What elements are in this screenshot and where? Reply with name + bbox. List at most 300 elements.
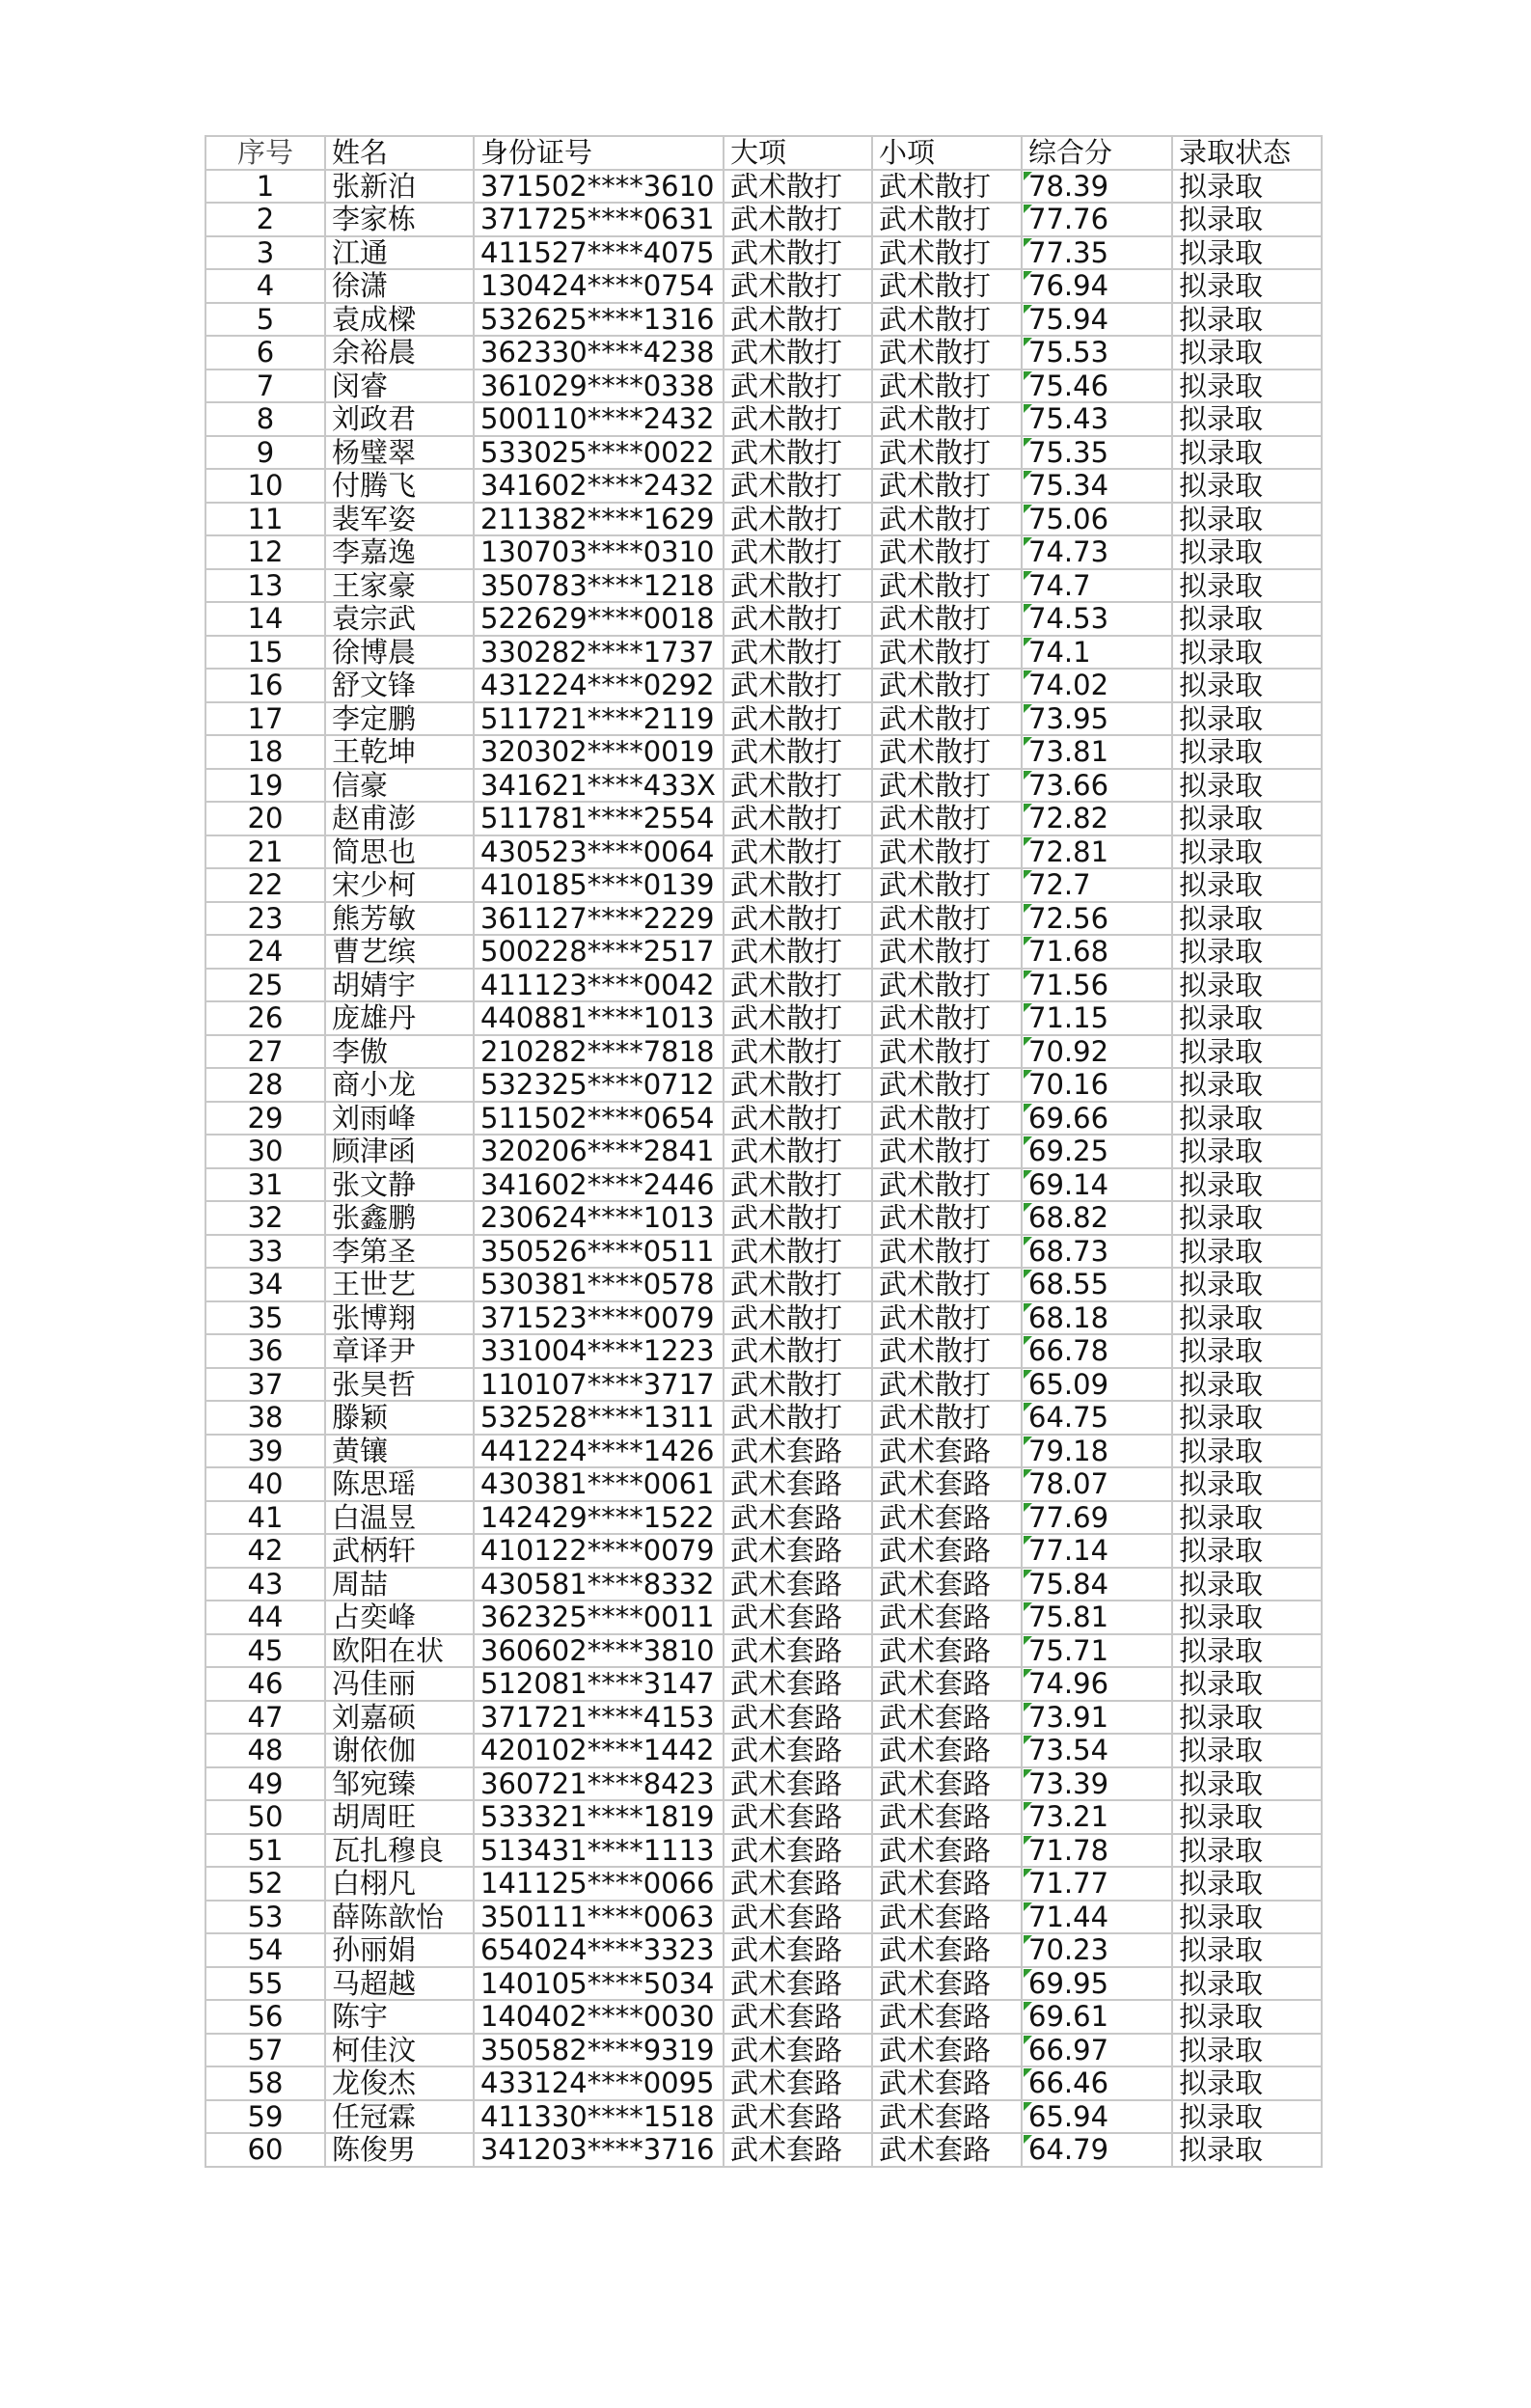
category-cell[interactable]: 武术套路 bbox=[724, 1501, 872, 1535]
name-cell[interactable]: 闵睿 bbox=[325, 369, 474, 403]
seq-cell[interactable]: 43 bbox=[205, 1568, 325, 1601]
category-cell[interactable]: 武术散打 bbox=[724, 369, 872, 403]
score-cell[interactable]: 65.09 bbox=[1022, 1368, 1172, 1402]
id-number-cell[interactable]: 431224****0292 bbox=[474, 669, 724, 702]
subcategory-cell[interactable]: 武术散打 bbox=[872, 769, 1022, 803]
score-cell[interactable]: 74.73 bbox=[1022, 535, 1172, 569]
status-cell[interactable]: 拟录取 bbox=[1172, 402, 1322, 436]
subcategory-cell[interactable]: 武术散打 bbox=[872, 1102, 1022, 1136]
seq-cell[interactable]: 46 bbox=[205, 1667, 325, 1701]
seq-cell[interactable]: 38 bbox=[205, 1401, 325, 1435]
score-cell[interactable]: 74.1 bbox=[1022, 636, 1172, 670]
subcategory-cell[interactable]: 武术散打 bbox=[872, 902, 1022, 936]
score-cell[interactable]: 75.53 bbox=[1022, 336, 1172, 369]
seq-cell[interactable]: 21 bbox=[205, 835, 325, 869]
status-cell[interactable]: 拟录取 bbox=[1172, 1435, 1322, 1468]
score-cell[interactable]: 75.84 bbox=[1022, 1568, 1172, 1601]
name-cell[interactable]: 宋少柯 bbox=[325, 868, 474, 902]
name-cell[interactable]: 刘政君 bbox=[325, 402, 474, 436]
seq-cell[interactable]: 52 bbox=[205, 1867, 325, 1901]
category-cell[interactable]: 武术套路 bbox=[724, 1701, 872, 1735]
status-cell[interactable]: 拟录取 bbox=[1172, 1867, 1322, 1901]
seq-cell[interactable]: 33 bbox=[205, 1235, 325, 1269]
category-cell[interactable]: 武术套路 bbox=[724, 2133, 872, 2167]
category-cell[interactable]: 武术散打 bbox=[724, 636, 872, 670]
id-number-cell[interactable]: 362325****0011 bbox=[474, 1601, 724, 1634]
status-cell[interactable]: 拟录取 bbox=[1172, 702, 1322, 736]
status-cell[interactable]: 拟录取 bbox=[1172, 1102, 1322, 1136]
id-number-cell[interactable]: 341602****2446 bbox=[474, 1168, 724, 1202]
status-cell[interactable]: 拟录取 bbox=[1172, 1834, 1322, 1868]
subcategory-cell[interactable]: 武术套路 bbox=[872, 1734, 1022, 1767]
category-cell[interactable]: 武术散打 bbox=[724, 236, 872, 270]
id-number-cell[interactable]: 350582****9319 bbox=[474, 2034, 724, 2067]
status-cell[interactable]: 拟录取 bbox=[1172, 269, 1322, 303]
seq-cell[interactable]: 28 bbox=[205, 1068, 325, 1102]
status-cell[interactable]: 拟录取 bbox=[1172, 1534, 1322, 1568]
subcategory-cell[interactable]: 武术散打 bbox=[872, 868, 1022, 902]
score-cell[interactable]: 75.81 bbox=[1022, 1601, 1172, 1634]
category-cell[interactable]: 武术散打 bbox=[724, 1102, 872, 1136]
category-cell[interactable]: 武术散打 bbox=[724, 802, 872, 835]
seq-cell[interactable]: 55 bbox=[205, 1967, 325, 2001]
score-cell[interactable]: 66.78 bbox=[1022, 1334, 1172, 1368]
id-number-cell[interactable]: 532528****1311 bbox=[474, 1401, 724, 1435]
category-cell[interactable]: 武术散打 bbox=[724, 569, 872, 603]
score-cell[interactable]: 79.18 bbox=[1022, 1435, 1172, 1468]
seq-cell[interactable]: 7 bbox=[205, 369, 325, 403]
category-cell[interactable]: 武术散打 bbox=[724, 469, 872, 503]
seq-cell[interactable]: 31 bbox=[205, 1168, 325, 1202]
category-cell[interactable]: 武术散打 bbox=[724, 402, 872, 436]
name-cell[interactable]: 付腾飞 bbox=[325, 469, 474, 503]
seq-cell[interactable]: 6 bbox=[205, 336, 325, 369]
subcategory-cell[interactable]: 武术散打 bbox=[872, 436, 1022, 470]
name-cell[interactable]: 章译尹 bbox=[325, 1334, 474, 1368]
name-cell[interactable]: 邹宛臻 bbox=[325, 1767, 474, 1801]
status-cell[interactable]: 拟录取 bbox=[1172, 1601, 1322, 1634]
category-cell[interactable]: 武术套路 bbox=[724, 1901, 872, 1934]
category-cell[interactable]: 武术散打 bbox=[724, 1301, 872, 1335]
seq-cell[interactable]: 15 bbox=[205, 636, 325, 670]
category-cell[interactable]: 武术套路 bbox=[724, 1867, 872, 1901]
status-cell[interactable]: 拟录取 bbox=[1172, 1368, 1322, 1402]
id-number-cell[interactable]: 511502****0654 bbox=[474, 1102, 724, 1136]
score-cell[interactable]: 69.14 bbox=[1022, 1168, 1172, 1202]
status-cell[interactable]: 拟录取 bbox=[1172, 902, 1322, 936]
category-cell[interactable]: 武术散打 bbox=[724, 1368, 872, 1402]
id-number-cell[interactable]: 430523****0064 bbox=[474, 835, 724, 869]
score-cell[interactable]: 70.23 bbox=[1022, 1933, 1172, 1967]
subcategory-cell[interactable]: 武术散打 bbox=[872, 1201, 1022, 1235]
status-cell[interactable]: 拟录取 bbox=[1172, 236, 1322, 270]
seq-cell[interactable]: 41 bbox=[205, 1501, 325, 1535]
subcategory-cell[interactable]: 武术套路 bbox=[872, 1767, 1022, 1801]
subcategory-cell[interactable]: 武术散打 bbox=[872, 469, 1022, 503]
score-cell[interactable]: 77.35 bbox=[1022, 236, 1172, 270]
subcategory-cell[interactable]: 武术散打 bbox=[872, 402, 1022, 436]
seq-cell[interactable]: 45 bbox=[205, 1634, 325, 1668]
category-cell[interactable]: 武术套路 bbox=[724, 1800, 872, 1834]
subcategory-cell[interactable]: 武术套路 bbox=[872, 2133, 1022, 2167]
subcategory-cell[interactable]: 武术散打 bbox=[872, 1401, 1022, 1435]
name-cell[interactable]: 庞雄丹 bbox=[325, 1001, 474, 1035]
status-cell[interactable]: 拟录取 bbox=[1172, 769, 1322, 803]
subcategory-cell[interactable]: 武术散打 bbox=[872, 1268, 1022, 1301]
id-number-cell[interactable]: 320302****0019 bbox=[474, 735, 724, 769]
score-cell[interactable]: 73.91 bbox=[1022, 1701, 1172, 1735]
id-number-cell[interactable]: 341203****3716 bbox=[474, 2133, 724, 2167]
status-cell[interactable]: 拟录取 bbox=[1172, 369, 1322, 403]
category-cell[interactable]: 武术套路 bbox=[724, 1834, 872, 1868]
score-cell[interactable]: 71.15 bbox=[1022, 1001, 1172, 1035]
id-number-cell[interactable]: 532325****0712 bbox=[474, 1068, 724, 1102]
name-cell[interactable]: 王乾坤 bbox=[325, 735, 474, 769]
category-cell[interactable]: 武术散打 bbox=[724, 702, 872, 736]
score-cell[interactable]: 78.07 bbox=[1022, 1467, 1172, 1501]
id-number-cell[interactable]: 371721****4153 bbox=[474, 1701, 724, 1735]
seq-cell[interactable]: 42 bbox=[205, 1534, 325, 1568]
name-cell[interactable]: 张博翔 bbox=[325, 1301, 474, 1335]
id-number-cell[interactable]: 350783****1218 bbox=[474, 569, 724, 603]
subcategory-cell[interactable]: 武术套路 bbox=[872, 1933, 1022, 1967]
name-cell[interactable]: 张鑫鹏 bbox=[325, 1201, 474, 1235]
score-cell[interactable]: 64.75 bbox=[1022, 1401, 1172, 1435]
subcategory-cell[interactable]: 武术散打 bbox=[872, 802, 1022, 835]
seq-cell[interactable]: 10 bbox=[205, 469, 325, 503]
status-cell[interactable]: 拟录取 bbox=[1172, 2034, 1322, 2067]
category-cell[interactable]: 武术散打 bbox=[724, 935, 872, 969]
score-cell[interactable]: 72.56 bbox=[1022, 902, 1172, 936]
category-cell[interactable]: 武术散打 bbox=[724, 1401, 872, 1435]
name-cell[interactable]: 简思也 bbox=[325, 835, 474, 869]
status-cell[interactable]: 拟录取 bbox=[1172, 2000, 1322, 2034]
id-number-cell[interactable]: 110107****3717 bbox=[474, 1368, 724, 1402]
status-cell[interactable]: 拟录取 bbox=[1172, 303, 1322, 337]
score-cell[interactable]: 70.16 bbox=[1022, 1068, 1172, 1102]
seq-cell[interactable]: 32 bbox=[205, 1201, 325, 1235]
subcategory-cell[interactable]: 武术散打 bbox=[872, 1001, 1022, 1035]
id-number-cell[interactable]: 331004****1223 bbox=[474, 1334, 724, 1368]
id-number-cell[interactable]: 533321****1819 bbox=[474, 1800, 724, 1834]
seq-cell[interactable]: 11 bbox=[205, 503, 325, 536]
id-number-cell[interactable]: 530381****0578 bbox=[474, 1268, 724, 1301]
category-cell[interactable]: 武术套路 bbox=[724, 1467, 872, 1501]
seq-cell[interactable]: 4 bbox=[205, 269, 325, 303]
id-number-cell[interactable]: 500228****2517 bbox=[474, 935, 724, 969]
seq-cell[interactable]: 14 bbox=[205, 602, 325, 636]
status-cell[interactable]: 拟录取 bbox=[1172, 802, 1322, 835]
category-cell[interactable]: 武术套路 bbox=[724, 1435, 872, 1468]
score-cell[interactable]: 76.94 bbox=[1022, 269, 1172, 303]
subcategory-cell[interactable]: 武术套路 bbox=[872, 2000, 1022, 2034]
category-cell[interactable]: 武术散打 bbox=[724, 902, 872, 936]
name-cell[interactable]: 任冠霖 bbox=[325, 2100, 474, 2134]
name-cell[interactable]: 顾津函 bbox=[325, 1135, 474, 1168]
category-cell[interactable]: 武术套路 bbox=[724, 1967, 872, 2001]
score-cell[interactable]: 77.14 bbox=[1022, 1534, 1172, 1568]
score-cell[interactable]: 68.82 bbox=[1022, 1201, 1172, 1235]
id-number-cell[interactable]: 430381****0061 bbox=[474, 1467, 724, 1501]
category-cell[interactable]: 武术套路 bbox=[724, 2100, 872, 2134]
category-cell[interactable]: 武术散打 bbox=[724, 735, 872, 769]
name-cell[interactable]: 刘雨峰 bbox=[325, 1102, 474, 1136]
category-cell[interactable]: 武术套路 bbox=[724, 1634, 872, 1668]
score-cell[interactable]: 70.92 bbox=[1022, 1035, 1172, 1069]
score-cell[interactable]: 74.96 bbox=[1022, 1667, 1172, 1701]
seq-cell[interactable]: 37 bbox=[205, 1368, 325, 1402]
score-cell[interactable]: 75.46 bbox=[1022, 369, 1172, 403]
id-number-cell[interactable]: 441224****1426 bbox=[474, 1435, 724, 1468]
id-number-cell[interactable]: 350526****0511 bbox=[474, 1235, 724, 1269]
subcategory-cell[interactable]: 武术套路 bbox=[872, 1501, 1022, 1535]
status-cell[interactable]: 拟录取 bbox=[1172, 1767, 1322, 1801]
name-cell[interactable]: 马超越 bbox=[325, 1967, 474, 2001]
id-number-cell[interactable]: 500110****2432 bbox=[474, 402, 724, 436]
seq-cell[interactable]: 48 bbox=[205, 1734, 325, 1767]
name-cell[interactable]: 徐博晨 bbox=[325, 636, 474, 670]
score-cell[interactable]: 71.77 bbox=[1022, 1867, 1172, 1901]
id-number-cell[interactable]: 410122****0079 bbox=[474, 1534, 724, 1568]
subcategory-cell[interactable]: 武术套路 bbox=[872, 1834, 1022, 1868]
status-cell[interactable]: 拟录取 bbox=[1172, 835, 1322, 869]
subcategory-cell[interactable]: 武术散打 bbox=[872, 503, 1022, 536]
category-cell[interactable]: 武术套路 bbox=[724, 2000, 872, 2034]
name-cell[interactable]: 陈思瑶 bbox=[325, 1467, 474, 1501]
score-cell[interactable]: 68.18 bbox=[1022, 1301, 1172, 1335]
score-cell[interactable]: 77.69 bbox=[1022, 1501, 1172, 1535]
category-cell[interactable]: 武术套路 bbox=[724, 1601, 872, 1634]
status-cell[interactable]: 拟录取 bbox=[1172, 602, 1322, 636]
seq-cell[interactable]: 54 bbox=[205, 1933, 325, 1967]
score-cell[interactable]: 73.66 bbox=[1022, 769, 1172, 803]
name-cell[interactable]: 欧阳在状 bbox=[325, 1634, 474, 1668]
score-cell[interactable]: 71.56 bbox=[1022, 969, 1172, 1002]
seq-cell[interactable]: 5 bbox=[205, 303, 325, 337]
seq-cell[interactable]: 50 bbox=[205, 1800, 325, 1834]
subcategory-cell[interactable]: 武术散打 bbox=[872, 702, 1022, 736]
seq-cell[interactable]: 12 bbox=[205, 535, 325, 569]
score-cell[interactable]: 65.94 bbox=[1022, 2100, 1172, 2134]
score-cell[interactable]: 73.39 bbox=[1022, 1767, 1172, 1801]
status-cell[interactable]: 拟录取 bbox=[1172, 2133, 1322, 2167]
category-cell[interactable]: 武术套路 bbox=[724, 1667, 872, 1701]
score-cell[interactable]: 73.54 bbox=[1022, 1734, 1172, 1767]
seq-cell[interactable]: 49 bbox=[205, 1767, 325, 1801]
status-cell[interactable]: 拟录取 bbox=[1172, 1401, 1322, 1435]
category-cell[interactable]: 武术散打 bbox=[724, 1268, 872, 1301]
name-cell[interactable]: 李定鹏 bbox=[325, 702, 474, 736]
seq-cell[interactable]: 57 bbox=[205, 2034, 325, 2067]
subcategory-cell[interactable]: 武术散打 bbox=[872, 535, 1022, 569]
id-number-cell[interactable]: 654024****3323 bbox=[474, 1933, 724, 1967]
subcategory-cell[interactable]: 武术散打 bbox=[872, 1334, 1022, 1368]
category-cell[interactable]: 武术散打 bbox=[724, 1201, 872, 1235]
subcategory-cell[interactable]: 武术散打 bbox=[872, 170, 1022, 204]
score-cell[interactable]: 68.55 bbox=[1022, 1268, 1172, 1301]
category-cell[interactable]: 武术散打 bbox=[724, 602, 872, 636]
name-cell[interactable]: 王世艺 bbox=[325, 1268, 474, 1301]
subcategory-cell[interactable]: 武术散打 bbox=[872, 935, 1022, 969]
subcategory-cell[interactable]: 武术套路 bbox=[872, 1435, 1022, 1468]
status-cell[interactable]: 拟录取 bbox=[1172, 1201, 1322, 1235]
name-cell[interactable]: 陈俊男 bbox=[325, 2133, 474, 2167]
score-cell[interactable]: 66.97 bbox=[1022, 2034, 1172, 2067]
category-cell[interactable]: 武术套路 bbox=[724, 1734, 872, 1767]
id-number-cell[interactable]: 371523****0079 bbox=[474, 1301, 724, 1335]
id-number-cell[interactable]: 341602****2432 bbox=[474, 469, 724, 503]
subcategory-cell[interactable]: 武术散打 bbox=[872, 1135, 1022, 1168]
id-number-cell[interactable]: 511721****2119 bbox=[474, 702, 724, 736]
id-number-cell[interactable]: 440881****1013 bbox=[474, 1001, 724, 1035]
seq-cell[interactable]: 3 bbox=[205, 236, 325, 270]
seq-cell[interactable]: 35 bbox=[205, 1301, 325, 1335]
name-cell[interactable]: 裴军姿 bbox=[325, 503, 474, 536]
subcategory-cell[interactable]: 武术套路 bbox=[872, 1534, 1022, 1568]
score-cell[interactable]: 69.66 bbox=[1022, 1102, 1172, 1136]
subcategory-cell[interactable]: 武术套路 bbox=[872, 1901, 1022, 1934]
name-cell[interactable]: 赵甫澎 bbox=[325, 802, 474, 835]
id-number-cell[interactable]: 211382****1629 bbox=[474, 503, 724, 536]
seq-cell[interactable]: 8 bbox=[205, 402, 325, 436]
status-cell[interactable]: 拟录取 bbox=[1172, 1933, 1322, 1967]
seq-cell[interactable]: 2 bbox=[205, 203, 325, 236]
name-cell[interactable]: 李傲 bbox=[325, 1035, 474, 1069]
name-cell[interactable]: 胡婧宇 bbox=[325, 969, 474, 1002]
status-cell[interactable]: 拟录取 bbox=[1172, 1800, 1322, 1834]
subcategory-cell[interactable]: 武术散打 bbox=[872, 969, 1022, 1002]
id-number-cell[interactable]: 522629****0018 bbox=[474, 602, 724, 636]
subcategory-cell[interactable]: 武术散打 bbox=[872, 1301, 1022, 1335]
subcategory-cell[interactable]: 武术套路 bbox=[872, 2100, 1022, 2134]
category-cell[interactable]: 武术散打 bbox=[724, 1168, 872, 1202]
name-cell[interactable]: 黄镶 bbox=[325, 1435, 474, 1468]
id-number-cell[interactable]: 140402****0030 bbox=[474, 2000, 724, 2034]
category-cell[interactable]: 武术散打 bbox=[724, 170, 872, 204]
id-number-cell[interactable]: 330282****1737 bbox=[474, 636, 724, 670]
status-cell[interactable]: 拟录取 bbox=[1172, 336, 1322, 369]
id-number-cell[interactable]: 341621****433X bbox=[474, 769, 724, 803]
category-cell[interactable]: 武术散打 bbox=[724, 1001, 872, 1035]
name-cell[interactable]: 刘嘉硕 bbox=[325, 1701, 474, 1735]
status-cell[interactable]: 拟录取 bbox=[1172, 1568, 1322, 1601]
seq-cell[interactable]: 36 bbox=[205, 1334, 325, 1368]
score-cell[interactable]: 72.7 bbox=[1022, 868, 1172, 902]
category-cell[interactable]: 武术散打 bbox=[724, 969, 872, 1002]
seq-cell[interactable]: 9 bbox=[205, 436, 325, 470]
name-cell[interactable]: 杨璧翠 bbox=[325, 436, 474, 470]
category-cell[interactable]: 武术套路 bbox=[724, 1568, 872, 1601]
name-cell[interactable]: 占奕峰 bbox=[325, 1601, 474, 1634]
name-cell[interactable]: 徐潇 bbox=[325, 269, 474, 303]
id-number-cell[interactable]: 512081****3147 bbox=[474, 1667, 724, 1701]
seq-cell[interactable]: 27 bbox=[205, 1035, 325, 1069]
seq-cell[interactable]: 20 bbox=[205, 802, 325, 835]
id-number-cell[interactable]: 411123****0042 bbox=[474, 969, 724, 1002]
name-cell[interactable]: 舒文锋 bbox=[325, 669, 474, 702]
category-cell[interactable]: 武术散打 bbox=[724, 868, 872, 902]
name-cell[interactable]: 陈宇 bbox=[325, 2000, 474, 2034]
subcategory-cell[interactable]: 武术散打 bbox=[872, 1235, 1022, 1269]
status-cell[interactable]: 拟录取 bbox=[1172, 969, 1322, 1002]
subcategory-cell[interactable]: 武术套路 bbox=[872, 2034, 1022, 2067]
category-cell[interactable]: 武术散打 bbox=[724, 535, 872, 569]
seq-cell[interactable]: 51 bbox=[205, 1834, 325, 1868]
id-number-cell[interactable]: 130424****0754 bbox=[474, 269, 724, 303]
seq-cell[interactable]: 39 bbox=[205, 1435, 325, 1468]
name-cell[interactable]: 袁成樑 bbox=[325, 303, 474, 337]
status-cell[interactable]: 拟录取 bbox=[1172, 1734, 1322, 1767]
id-number-cell[interactable]: 410185****0139 bbox=[474, 868, 724, 902]
status-cell[interactable]: 拟录取 bbox=[1172, 868, 1322, 902]
subcategory-cell[interactable]: 武术套路 bbox=[872, 1467, 1022, 1501]
seq-cell[interactable]: 17 bbox=[205, 702, 325, 736]
id-number-cell[interactable]: 533025****0022 bbox=[474, 436, 724, 470]
name-cell[interactable]: 谢依伽 bbox=[325, 1734, 474, 1767]
seq-cell[interactable]: 60 bbox=[205, 2133, 325, 2167]
category-cell[interactable]: 武术套路 bbox=[724, 1534, 872, 1568]
subcategory-cell[interactable]: 武术散打 bbox=[872, 835, 1022, 869]
status-cell[interactable]: 拟录取 bbox=[1172, 170, 1322, 204]
seq-cell[interactable]: 29 bbox=[205, 1102, 325, 1136]
score-cell[interactable]: 72.82 bbox=[1022, 802, 1172, 835]
id-number-cell[interactable]: 361029****0338 bbox=[474, 369, 724, 403]
subcategory-cell[interactable]: 武术套路 bbox=[872, 1568, 1022, 1601]
score-cell[interactable]: 69.25 bbox=[1022, 1135, 1172, 1168]
status-cell[interactable]: 拟录取 bbox=[1172, 2100, 1322, 2134]
name-cell[interactable]: 曹艺缤 bbox=[325, 935, 474, 969]
id-number-cell[interactable]: 411527****4075 bbox=[474, 236, 724, 270]
status-cell[interactable]: 拟录取 bbox=[1172, 1301, 1322, 1335]
category-cell[interactable]: 武术套路 bbox=[724, 2034, 872, 2067]
name-cell[interactable]: 周喆 bbox=[325, 1568, 474, 1601]
name-cell[interactable]: 孙丽娟 bbox=[325, 1933, 474, 1967]
name-cell[interactable]: 商小龙 bbox=[325, 1068, 474, 1102]
score-cell[interactable]: 64.79 bbox=[1022, 2133, 1172, 2167]
score-cell[interactable]: 73.95 bbox=[1022, 702, 1172, 736]
name-cell[interactable]: 李家栋 bbox=[325, 203, 474, 236]
name-cell[interactable]: 余裕晨 bbox=[325, 336, 474, 369]
subcategory-cell[interactable]: 武术套路 bbox=[872, 1667, 1022, 1701]
score-cell[interactable]: 75.43 bbox=[1022, 402, 1172, 436]
id-number-cell[interactable]: 433124****0095 bbox=[474, 2066, 724, 2100]
score-cell[interactable]: 75.06 bbox=[1022, 503, 1172, 536]
category-cell[interactable]: 武术散打 bbox=[724, 303, 872, 337]
seq-cell[interactable]: 16 bbox=[205, 669, 325, 702]
category-cell[interactable]: 武术散打 bbox=[724, 769, 872, 803]
score-cell[interactable]: 75.94 bbox=[1022, 303, 1172, 337]
seq-cell[interactable]: 47 bbox=[205, 1701, 325, 1735]
id-number-cell[interactable]: 361127****2229 bbox=[474, 902, 724, 936]
status-cell[interactable]: 拟录取 bbox=[1172, 203, 1322, 236]
status-cell[interactable]: 拟录取 bbox=[1172, 1667, 1322, 1701]
score-cell[interactable]: 66.46 bbox=[1022, 2066, 1172, 2100]
seq-cell[interactable]: 24 bbox=[205, 935, 325, 969]
status-cell[interactable]: 拟录取 bbox=[1172, 1701, 1322, 1735]
subcategory-cell[interactable]: 武术套路 bbox=[872, 1867, 1022, 1901]
name-cell[interactable]: 张新泊 bbox=[325, 170, 474, 204]
seq-cell[interactable]: 59 bbox=[205, 2100, 325, 2134]
category-cell[interactable]: 武术散打 bbox=[724, 835, 872, 869]
status-cell[interactable]: 拟录取 bbox=[1172, 1467, 1322, 1501]
id-number-cell[interactable]: 230624****1013 bbox=[474, 1201, 724, 1235]
subcategory-cell[interactable]: 武术散打 bbox=[872, 203, 1022, 236]
seq-cell[interactable]: 26 bbox=[205, 1001, 325, 1035]
name-cell[interactable]: 张文静 bbox=[325, 1168, 474, 1202]
status-cell[interactable]: 拟录取 bbox=[1172, 1634, 1322, 1668]
score-cell[interactable]: 74.7 bbox=[1022, 569, 1172, 603]
seq-cell[interactable]: 1 bbox=[205, 170, 325, 204]
